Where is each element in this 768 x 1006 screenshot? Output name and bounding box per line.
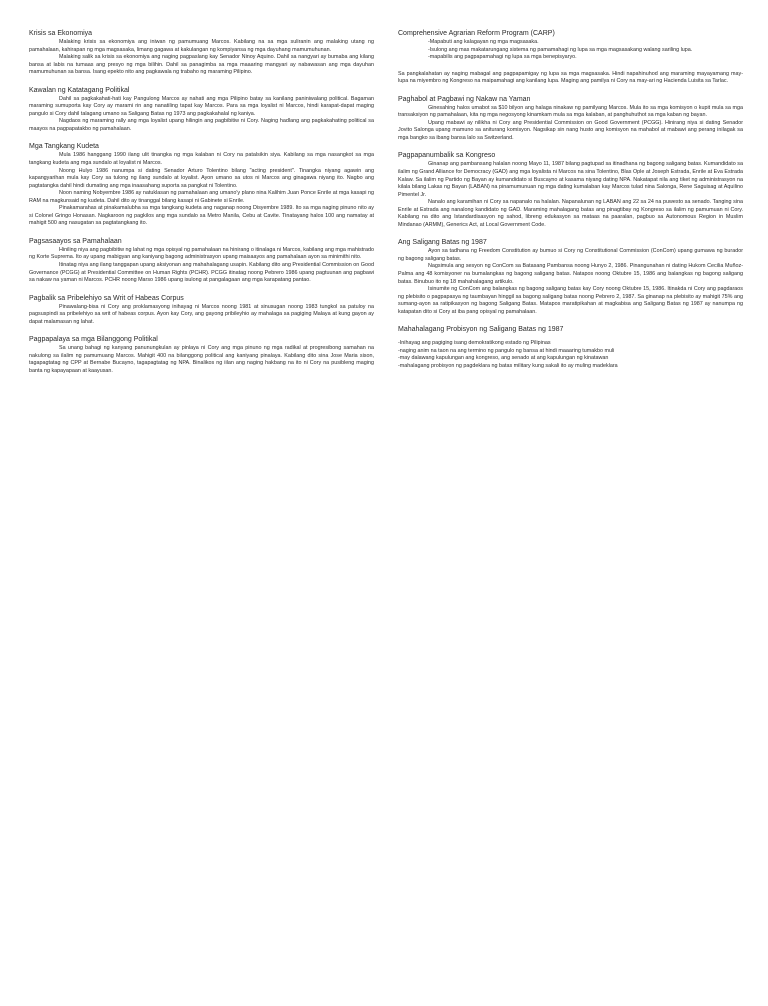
paragraph: Sa unang bahagi ng kanyang panunungkulan ay pinlaya ni Cory ang mga pinuno ng mga radikal at progresibong samahan na nakulong sa ilalim ng pamumuang Marcos. Mahigit 400 na bilanggong political ang kaniyang pinalaya. Kabilang dito sina Jose Maria sison, tagapagtatag ng CPP at Bernabe Bucayno, tagapagtatag ng NPA. Binalikos ng iilan ang naging hakbang na ito ni Cory na pusibleng maging banta ng kapayapaan at kaayusan.	[29, 345, 374, 374]
section-bilanggong-politikal	[29, 335, 374, 375]
section-heading: Kawalan ng Katatagang Politikal	[29, 86, 130, 94]
list-item: -mahalagang probisyon ng pagdeklara ng batas military kung sakali ito ay muling madeklara	[398, 362, 618, 369]
section-heading: Pagpapalaya sa mga Bilanggong Politikal	[29, 336, 158, 344]
section-pagsasaayos-sa-pamahalaan	[29, 237, 374, 285]
paragraph: Sa pangkalahatan ay naging mabagal ang pagpapamigay ng lupa sa mga magsasaka. Hindi napahinuhod ang maraming mayayamang may-lupa na miyembro ng Kongreso na maipamahagi ang kanilang lupa. Maging ang pamilya ni Cory na may-ari ng Hacienda Luisita sa Tarlac.	[398, 70, 743, 85]
section-heading: Krisis sa Ekonomiya	[29, 30, 93, 37]
paragraph: Mula 1986 hanggang 1990 ilang ulit tinangka ng mga kalaban ni Cory na patalsikin siya. Kabilang sa mga nasangkot sa mga tangkang kudeta ang mga sundalo at loyalist ni Marcos.	[29, 152, 374, 167]
section-heading: Pagbalik sa Pribelehiyo sa Writ of Habeas Corpus	[29, 294, 184, 302]
section-saligang-batas-1987	[398, 238, 743, 316]
section-heading: Pagsasaayos sa Pamahalaan	[29, 237, 122, 245]
list-item: -may dalawang kapulungan ang kongreso, ang senado at ang kapulungan ng kinatawan	[398, 355, 609, 362]
paragraph: Malaking salik sa krisis sa ekonomiya ang naging pagpaslang kay Senador Ninoy Aquino. Dahil sa nangyari ay bumaba ang kilang bansa at labis na tumaas ang presyo ng mga bilihin. Dahil sa panagimba sa mga maaaring mangyari ay nabawasan ang mga dayuhan mamumuhunan sa bansa. Isang epekto nito ang pagkawala ng trabaho ng maraming Pilipino.	[29, 54, 374, 76]
section-heading: Paghabol at Pagbawi ng Nakaw na Yaman	[398, 95, 531, 103]
paragraph: Noong Hulyo 1986 nanumpa si dating Senador Arturo Tolentino bilang "acting president". Tinangka niyang agawin ang kapangyarihan mula kay Cory sa tulong ng ilang sundalo at loyalist. Ayon umano sa utos ni Marcos ang ginagawa niyang ito. Nagbo ang pagtatangka dahil hindi dumating ang mga inaasahang suporta sa pangkat ni Tolentino.	[29, 167, 374, 189]
paragraph: Hiniling niya ang pagbibitiw ng lahat ng mga opisyal ng pamahalaan na hinirang o itinalaga ni Marcos, kabilang ang mga mahistrado ng Korte Suprema. Ito ay upang mabigyan ang kaniyang bagong administrasyon upang maisaayos ang pamahalaan ayon sa minimithi nito.	[29, 246, 374, 261]
paragraph: Pinakamarahas at pinakamalubha sa mga tangkang kudeta ang naganap noong Disyembre 1989. Ito sa mga naging pinuno nito ay si Colonel Gringo Honasan. Nagkaroon ng pagkilos ang mga sundalo sa Metro Manila, Cebu at Cavite. Tinatayang halos 100 ang namatay at mahigit 500 ang nasugatan sa pagtatangkang ito.	[29, 205, 374, 227]
section-kawalan-ng-katatagang-politikal	[29, 86, 374, 134]
section-heading: Pagpapanumbalik sa Kongreso	[398, 152, 496, 160]
paragraph: Isinumite ng ConCom ang balangkas ng bagong saligang batas kay Cory noong Oktubre 15, 1986. Itinakda ni Cory ang pagdaraos ng plebisito o pagpapasya ng taumbayan hinggil sa bagong saligang batas noong Pebrero 2, 1987. Sa ginanap na plebisito ay mahigit 75% ang sumang-ayon sa ratipikasyon ng bagong Saligang Batas. Matapos maratipikahan at magkabisa ang Saligang Batas ng 1987 ay nanumpa ng katapatan dito si Cory at iba pang opisyal ng pamahalaan.	[398, 286, 743, 315]
paragraph: Malaking krisis sa ekonomiya ang iniwan ng pamumuang Marcos. Kabilang na sa mga suliranin ang malaking utang ng pamahalaan, kahirapan ng mga magsasaka, limang gagawa at kakulangan ng kompiyansa ng mga dayuhang mamumuhunan.	[29, 39, 374, 53]
paragraph: Upang mabawi ay nilikha ni Cory ang Presidential Commission on Good Government (PCGG). Hinirang niya si dating Senador Jovito Salonga upang mamuno sa aniturang komisyon. Nagsikap sin nang husto ang komisyon na mahabol at mabawi ang perang inilagak sa mga bangko sa ibang bansa lalo sa Switzerland.	[398, 119, 743, 141]
paragraph: Nanalo ang karamihan ni Cory sa napanalo na halalan. Napanalunan ng LABAN ang 22 sa 24 na puwesto sa senado. Tanging sina Enrile at Estrada ang nanalong kandidato ng GAD. Maraming mahalagang batas ang pinagtibay ng Kongreso sa ilalim ng pamumuan ni Cory. Kabilang na dito ang Istandardisasyon ng sahod, libreng edukasyon sa mataas na paaralan, pagbuo sa Autonomous Region in Muslim Mindanao (ARMM), Generics Act, at Local Government Code.	[398, 199, 743, 228]
section-heading: Comprehensive Agrarian Reform Program (CARP)	[398, 30, 555, 37]
section-kongreso	[398, 151, 743, 229]
section-nakaw-na-yaman	[398, 95, 743, 143]
list-item: -Inihayag ang pagiging isang demokratikong estado ng Pilipinas	[398, 340, 551, 347]
section-krisis-sa-ekonomiya	[29, 29, 374, 77]
paragraph: Ginesahing halos umabot sa $10 bilyon ang halaga ninakaw ng pamilyang Marcos. Mula ito sa mga komisyon o kupit mula sa mga transaksiyon ng pamahalaan, kita ng mga negosyong kinamkam mula sa mga kalaban, at panghuhuthot sa mga kaban ng bayan.	[398, 104, 743, 119]
paragraph: Itinatag niya ang ilang tanggapan upang aksiyonan ang mahahalagang usapin. Kabilang dito ang Presidential Commission on Good Governance (PCGG) at Presidential Committee on Human Rights (PCHR). PCGG itinatag noong Pebrero 1986 upang pagtuunan ang pagbawi sa nakaw na yaman ni Marcos. PCHR noong Marso 1986 upang isulong at pangalagaan ang mga karapatang pantao.	[29, 262, 374, 284]
section-mahahalagang-probisyon	[398, 325, 743, 370]
list-item: -mapabilis ang pagpapamahagi ng lupa sa mga benepisyaryo.	[428, 54, 577, 61]
paragraph: Dahil sa pagkakahati-hati kay Pangulong Marcos ay nahati ang mga Pilipino batay sa kanilang paniniwalang political. Bagaman maraming sumuporta kay Cory ay marami rin ang nanatiling tapat kay Marcos. Para sa mga loyalist ni Marcos, hindi karapat-dapat maging pangulo si Cory dahil talagang umano sa Saligang Batas ng 1973 ang pagkakahalal ng kaniya.	[29, 95, 374, 117]
section-habeas-corpus	[29, 294, 374, 327]
paragraph: Pinawalang-bisa ni Cory ang proklamasyong inihayag ni Marcos noong 1981 at sinusugan noong 1983 tungkol sa patuloy na pagsuspindi sa pribelehiyo sa writ of habeas corpus. Ayon kay Cory, ang gayong pribileyhio ay mahalaga sa pagiging Malaya at kung gayon ay dapat malamasan ng lahat.	[29, 303, 374, 325]
right-column	[398, 29, 743, 380]
list-item: -Mapabuti ang kalagayan ng mga magsasaka.	[428, 39, 539, 45]
left-column	[29, 29, 374, 385]
section-heading: Mahahalagang Probisyon ng Saligang Batas ng 1987	[398, 326, 564, 334]
section-heading: Mga Tangkang Kudeta	[29, 143, 99, 151]
list-item: -Isulong ang mas makatarungang sistema ng pamamahagi ng lupa sa mga magsasakang walang sariling lupa.	[428, 46, 693, 53]
paragraph: Noon naming Nobyembre 1986 ay natuklasan ng pamahalaan ang umano'y plano nina Kalihim Juan Ponce Enrile at mga kasapi ng RAM na magkunsaid ng kudeta. Dahil dito ay tinanggal bilang kasapi ni Gabinete si Enrile.	[29, 190, 374, 204]
paragraph: Ayon sa tadhana ng Freedom Constitution ay bumuo si Cory ng Constitutional Commission (ConCom) upang gumawa ng burador ng bagong saligang batas.	[398, 248, 743, 262]
section-heading: Ang Saligang Batas ng 1987	[398, 239, 487, 247]
section-carp	[398, 29, 743, 86]
section-mga-tangkang-kudeta	[29, 142, 374, 227]
paragraph: Nagsimula ang sesyon ng ConCom sa Batasang Pambansa noong Hunyo 2, 1986. Pinangunahan ni dating Hukom Cecilia Muñoz-Palma ang 48 komisyoner na bumalangkas ng bagong saligang batas. Natapos noong Oktubre 15, 1986 ang balangkas ng bagong saligang batas. Binubuo ito ng 18 mahahalagang artikulo.	[398, 263, 743, 285]
paragraph: Ginanap ang pambansang halalan noong Mayo 11, 1987 bilang pagtupad sa itinadhana ng bagong saligang batas. Kumandidato sa ilalim ng Grand Alliance for Democracy (GAD) ang mga loyalista ni Marcos na sina Tolentino, Blas Ople at Joseph Estrada, Enrile at Eva Estrada Kalaw. Sa ilalim ng Partido ng Bayan ay kumandidato si Buscayno at kasama niyang dating NPA. Nakatapat nila ang tiket ng administrasyon na kilala bilang Lakas ng Bayan (LABAN) na pinamumunuan ng mga dating kumalaban kay Marcos tulad nina Salonga, Rene Saguisag at Aquilino Pimentel Jr.	[398, 161, 743, 198]
list-item: -naging anim na taon na ang termino ng pangulo ng bansa at hindi maaaring tumakbo muli	[398, 347, 615, 354]
paragraph: Nagdaos ng maraming rally ang mga loyalist upang hilingin ang pagbibitiw ni Cory. Naging hadlang ang pagkakahating political sa maayos na pagpapatakbo ng pamahalaan.	[29, 118, 374, 132]
